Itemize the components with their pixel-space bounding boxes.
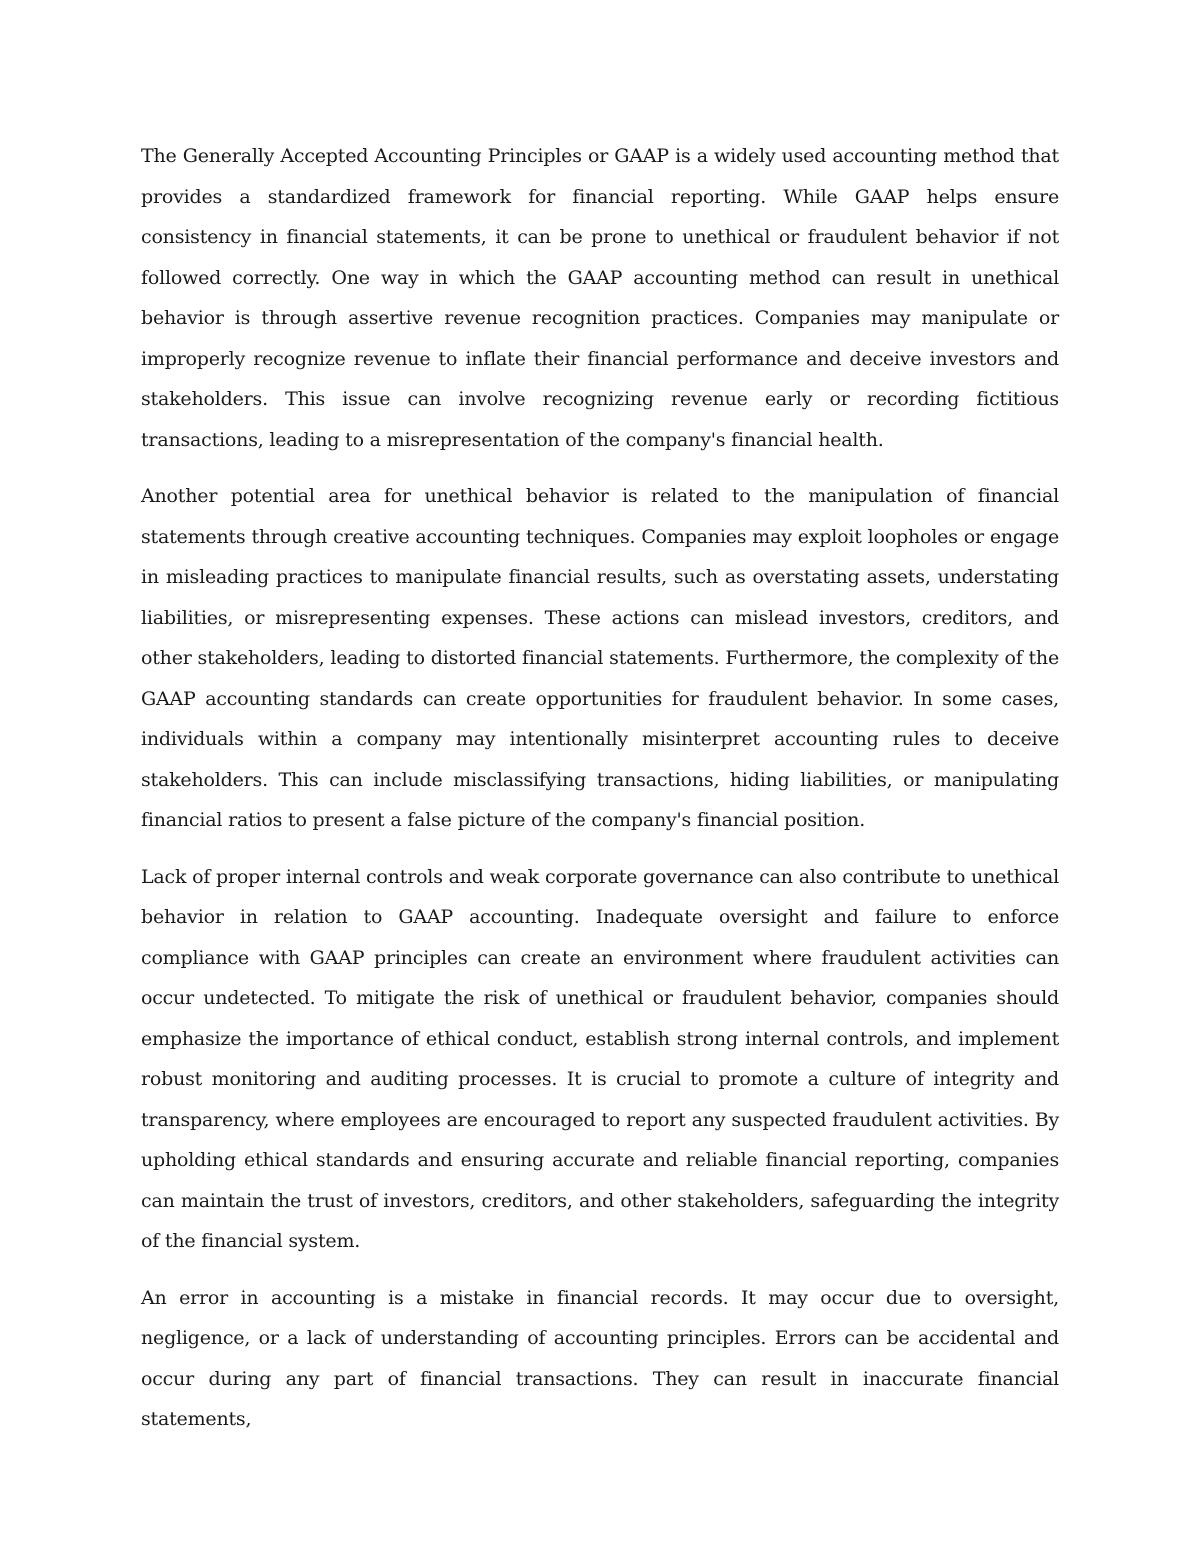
paragraph-gaap-overview: The Generally Accepted Accounting Principles or GAAP is a widely used accounting method that provides a standardized framework for financial reporting. While GAAP helps ensure consistency in financial statements, it can be prone to unethical or fraudulent behavior if not followed correctly. One way in which the GAAP accounting method can result in unethical behavior is through assertive revenue recognition practices. Companies may manipulate or improperly recognize revenue to inflate their financial performance and deceive investors and stakeholders. This issue can involve recognizing revenue early or recording fictitious transactions, leading to a misrepresentation of the company's financial health. <box>141 145 1059 451</box>
paragraph-internal-controls: Lack of proper internal controls and weak corporate governance can also contribute to unethical behavior in relation to GAAP accounting. Inadequate oversight and failure to enforce compliance with GAAP principles can create an environment where fraudulent activities can occur undetected. To mitigate the risk of unethical or fraudulent behavior, companies should emphasize the importance of ethical conduct, establish strong internal controls, and implement robust monitoring and auditing processes. It is crucial to promote a culture of integrity and transparency, where employees are encouraged to report any suspected fraudulent activities. By upholding ethical standards and ensuring accurate and reliable financial reporting, companies can maintain the trust of investors, creditors, and other stakeholders, safeguarding the integrity of the financial system. <box>141 865 1059 1252</box>
paragraph-accounting-error: An error in accounting is a mistake in financial records. It may occur due to oversight, negligence, or a lack of understanding of accounting principles. Errors can be accidental and occur during any part of financial transactions. They can result in inaccurate financial statements, <box>141 1286 1059 1430</box>
document-body <box>141 136 1059 1456</box>
paragraph-creative-accounting: Another potential area for unethical behavior is related to the manipulation of financial statements through creative accounting techniques. Companies may exploit loopholes or engage in misleading practices to manipulate financial results, such as overstating assets, understating liabilities, or misrepresenting expenses. These actions can mislead investors, creditors, and other stakeholders, leading to distorted financial statements. Furthermore, the complexity of the GAAP accounting standards can create opportunities for fraudulent behavior. In some cases, individuals within a company may intentionally misinterpret accounting rules to deceive stakeholders. This can include misclassifying transactions, hiding liabilities, or manipulating financial ratios to present a false picture of the company's financial position. <box>141 485 1059 831</box>
